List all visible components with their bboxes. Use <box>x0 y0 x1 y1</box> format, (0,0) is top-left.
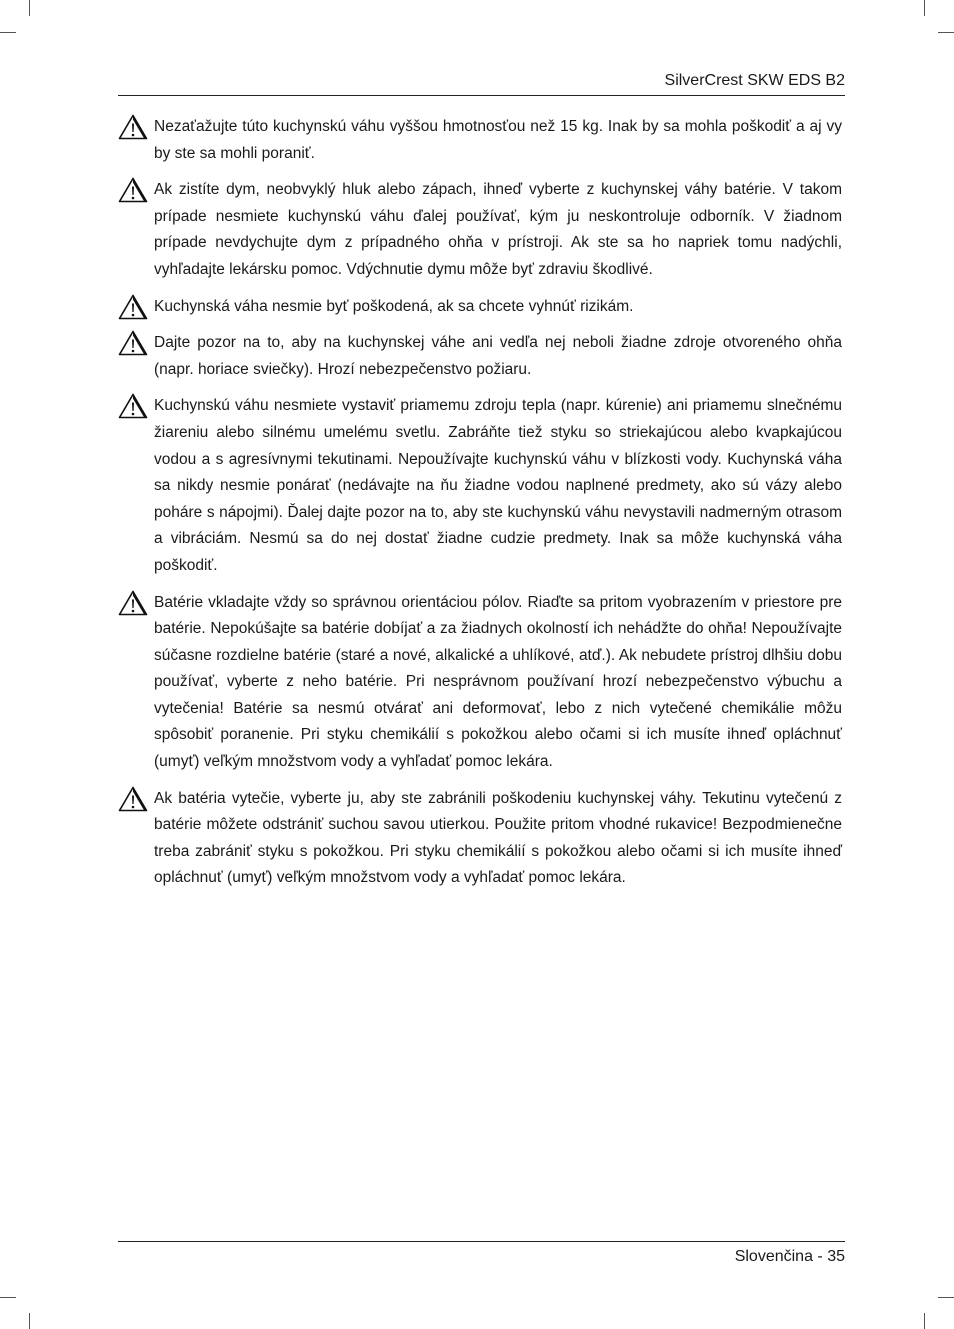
crop-mark <box>29 1313 30 1329</box>
warning-item <box>118 114 842 167</box>
warning-item <box>118 330 842 383</box>
warning-text: Nezaťažujte túto kuchynskú váhu vyššou hmotnosťou než 15 kg. Inak by sa mohla poškodiť a aj vy by ste sa mohli poraniť. <box>154 118 842 162</box>
warning-text: Batérie vkladajte vždy so správnou orientáciou pólov. Riaďte sa pritom vyobrazením v priestore pre batérie. Nepokúšajte sa batérie dobíjať a za žiadnych okolností ich nehádžte do ohňa! Nepoužívajte súčasne rozdielne batérie (staré a nové, alkalické a uhlíkové, atď.). Ak nebudete prístroj dlhšiu dobu používať, vyberte z neho batérie. Pri nesprávnom používaní hrozí nebezpečenstvo výbuchu a vytečenia! Batérie sa nesmú otvárať ani deformovať, lebo z nich vytečené chemikálie môžu spôsobiť poranenie. Pri styku chemikálií s pokožkou alebo očami si ich musíte ihneď opláchnuť (umyť) veľkým množstvom vody a vyhľadať pomoc lekára. <box>154 593 842 771</box>
warning-triangle-icon <box>118 114 148 140</box>
crop-mark <box>938 32 954 33</box>
warning-text: Kuchynskú váhu nesmiete vystaviť priamemu zdroju tepla (napr. kúrenie) ani priamemu slnečnému žiareniu alebo silnému umelému svetlu. Zabráňte tiež styku so striekajúcou alebo kvapkajúcou vodou a s agresívnymi tekutinami. Nepoužívajte kuchynskú váhu v blízkosti vody. Kuchynská váha sa nikdy nesmie ponárať (nedávajte na ňu žiadne vodou naplnené predmety, ako sú vázy alebo poháre s nápojmi). Ďalej dajte pozor na to, aby ste kuchynskú váhu nevystavili nadmerným otrasom a vibráciám. Nesmú sa do nej dostať žiadne cudzie predmety. Inak sa môže kuchynská váha poškodiť. <box>154 397 842 574</box>
warning-item <box>118 177 842 283</box>
warning-text: Ak zistíte dym, neobvyklý hluk alebo zápach, ihneď vyberte z kuchynskej váhy batérie. V takom prípade nesmiete kuchynskú váhu ďalej používať, kým ju neskontroluje odborník. V žiadnom prípade nevdychujte dym z prípadného ohňa v prístroji. Ak ste sa ho napriek tomu nadýchli, vyhľadajte lekársku pomoc. Vdýchnutie dymu môže byť zdraviu škodlivé. <box>154 181 842 278</box>
page-number: Slovenčina - 35 <box>734 1248 845 1265</box>
crop-mark <box>29 0 30 16</box>
page-header: SilverCrest SKW EDS B2 <box>664 72 845 89</box>
warning-triangle-icon <box>118 294 148 320</box>
warning-text: Ak batéria vytečie, vyberte ju, aby ste zabránili poškodeniu kuchynskej váhy. Tekutinu vytečenú z batérie môžete odstrániť suchou savou utierkou. Použite pritom vhodné rukavice! Bezpodmienečne treba zabrániť styku s pokožkou. Pri styku chemikálií s pokožkou alebo očami si ich musíte ihneď opláchnuť (umyť) veľkým množstvom vody a vyhľadať pomoc lekára. <box>154 789 842 887</box>
crop-mark <box>0 32 16 33</box>
warning-item <box>118 294 842 321</box>
warning-item <box>118 590 842 776</box>
crop-mark <box>924 1313 925 1329</box>
warning-text: Dajte pozor na to, aby na kuchynskej váhe ani vedľa nej neboli žiadne zdroje otvoreného ohňa (napr. horiace sviečky). Hrozí nebezpečenstvo požiaru. <box>154 334 842 378</box>
crop-mark <box>924 0 925 16</box>
warning-triangle-icon <box>118 393 148 419</box>
warning-list <box>118 114 842 902</box>
crop-mark <box>938 1297 954 1298</box>
crop-mark <box>0 1297 16 1298</box>
warning-triangle-icon <box>118 786 148 812</box>
warning-item <box>118 393 842 579</box>
warning-text: Kuchynská váha nesmie byť poškodená, ak sa chcete vyhnúť rizikám. <box>154 297 634 315</box>
warning-triangle-icon <box>118 590 148 616</box>
footer-divider <box>118 1241 845 1242</box>
warning-triangle-icon <box>118 177 148 203</box>
warning-triangle-icon <box>118 330 148 356</box>
header-divider <box>118 95 845 96</box>
warning-item <box>118 786 842 892</box>
